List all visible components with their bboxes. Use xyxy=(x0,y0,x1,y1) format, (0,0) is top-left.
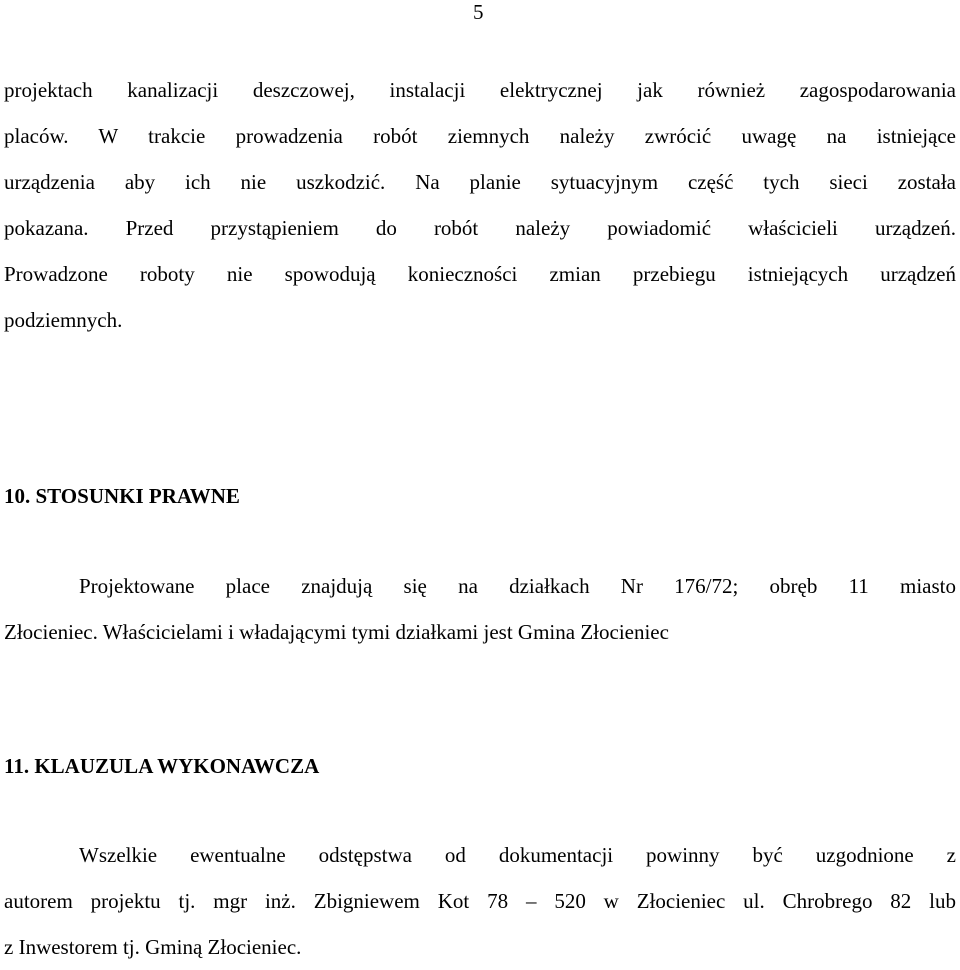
paragraph-line: urządzenia aby ich nie uszkodzić. Na planie sytuacyjnym część tych sieci została xyxy=(4,170,956,194)
paragraph-line: Projektowane place znajdują się na działkach Nr 176/72; obręb 11 miasto xyxy=(79,574,956,598)
section-heading-legal-relations: 10. STOSUNKI PRAWNE xyxy=(4,484,240,508)
paragraph-line: placów. W trakcie prowadzenia robót ziemnych należy zwrócić uwagę na istniejące xyxy=(4,124,956,148)
paragraph-continuation xyxy=(4,67,956,343)
paragraph-line: podziemnych. xyxy=(4,308,123,332)
paragraph-line: pokazana. Przed przystąpieniem do robót należy powiadomić właścicieli urządzeń. xyxy=(4,216,956,240)
section-heading-execution-clause: 11. KLAUZULA WYKONAWCZA xyxy=(4,754,320,778)
paragraph-line: z Inwestorem tj. Gminą Złocieniec. xyxy=(4,935,302,959)
section-legal-relations-body xyxy=(4,563,956,655)
paragraph-line: Wszelkie ewentualne odstępstwa od dokumentacji powinny być uzgodnione z xyxy=(79,843,956,867)
section-execution-clause-body xyxy=(4,832,956,970)
page-number: 5 xyxy=(473,0,484,24)
paragraph-line: Prowadzone roboty nie spowodują konieczności zmian przebiegu istniejących urządzeń xyxy=(4,262,956,286)
paragraph-line: projektach kanalizacji deszczowej, instalacji elektrycznej jak również zagospodarowania xyxy=(4,78,956,102)
paragraph-line: Złocieniec. Właścicielami i władającymi tymi działkami jest Gmina Złocieniec xyxy=(4,620,669,644)
paragraph-line: autorem projektu tj. mgr inż. Zbigniewem Kot 78 – 520 w Złocieniec ul. Chrobrego 82 lub xyxy=(4,889,956,913)
